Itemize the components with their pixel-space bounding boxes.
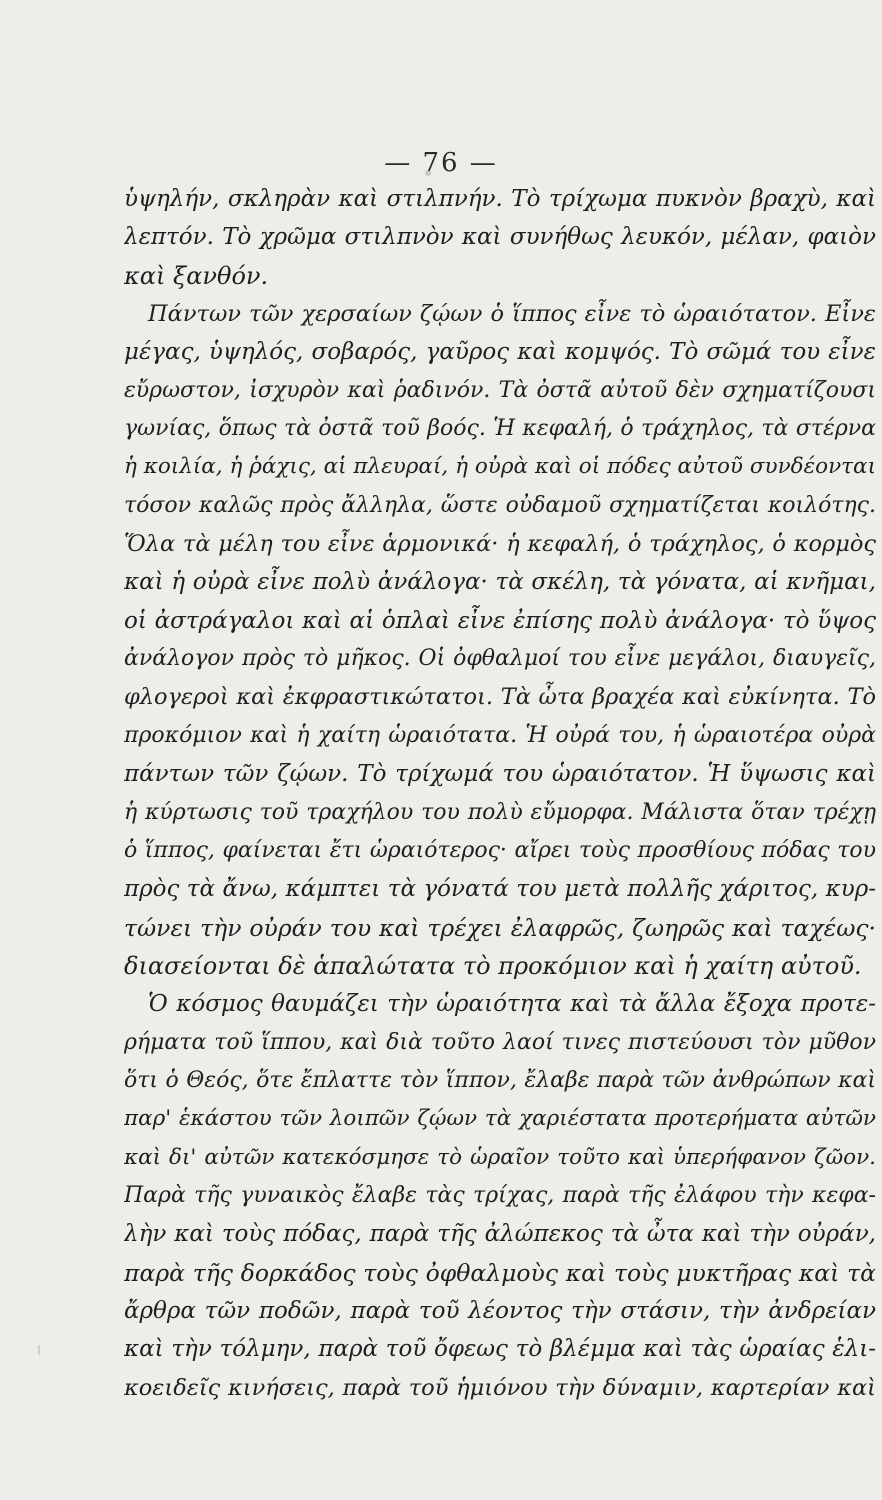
text-line: ὑψηλήν, σκληρὰν καὶ στιλπνήν. Τὸ τρίχωμα πυκνὸν βραχὺ, καὶ <box>124 186 876 212</box>
text-line: οἱ ἀστράγαλοι καὶ αἱ ὁπλαὶ εἶνε ἐπίσης πολὺ ἀνάλογα· τὸ ὕψος <box>124 607 876 634</box>
text-line: καὶ ξανθόν. <box>124 261 269 290</box>
text-line: παρ' ἑκάστου τῶν λοιπῶν ζῴων τὰ χαριέστατα προτερήματα αὐτῶν <box>124 1106 876 1132</box>
text-line: εὔρωστον, ἰσχυρὸν καὶ ῥαδινόν. Τὰ ὀστᾶ αὐτοῦ δὲν σχηματίζουσι <box>124 377 876 403</box>
text-line: διασείονται δὲ ἁπαλώτατα τὸ προκόμιον καὶ ἡ χαίτη αὐτοῦ. <box>124 951 862 980</box>
text-line: καὶ ἡ οὐρὰ εἶνε πολὺ ἀνάλογα· τὰ σκέλη, τὰ γόνατα, αἱ κνῆμαι, <box>124 569 876 596</box>
text-line: ἄρθρα τῶν ποδῶν, παρὰ τοῦ λέοντος τὴν στάσιν, τὴν ἀνδρείαν <box>124 1297 876 1324</box>
text-line: Πάντων τῶν χερσαίων ζῴων ὁ ἵππος εἶνε τὸ ὡραιότατον. Εἶνε <box>148 301 876 328</box>
text-line: πάντων τῶν ζῴων. Τὸ τρίχωμά του ὡραιότατον. Ἡ ὕψωσις καὶ <box>124 761 876 788</box>
text-line: τώνει τὴν οὐράν του καὶ τρέχει ἐλαφρῶς, ζωηρῶς καὶ ταχέως· <box>124 913 876 942</box>
text-line: Ὁ κόσμος θαυμάζει τὴν ὡραιότητα καὶ τὰ ἄλλα ἔξοχα προτε- <box>148 991 876 1018</box>
text-line: καὶ δι' αὐτῶν κατεκόσμησε τὸ ὡραῖον τοῦτο καὶ ὑπερήφανον ζῶον. <box>124 1144 876 1170</box>
text-line: παρὰ τῆς δορκάδος τοὺς ὀφθαλμοὺς καὶ τοὺς μυκτῆρας καὶ τὰ <box>124 1258 876 1287</box>
text-line: γωνίας, ὅπως τὰ ὀστᾶ τοῦ βοός. Ἡ κεφαλή, ὁ τράχηλος, τὰ στέρνα <box>124 416 876 442</box>
text-line: μέγας, ὑψηλός, σοβαρός, γαῦρος καὶ κομψός. Τὸ σῶμά του εἶνε <box>124 339 876 366</box>
text-line: ἀνάλογον πρὸς τὸ μῆκος. Οἱ ὀφθαλμοί του εἶνε μεγάλοι, διαυγεῖς, <box>124 646 876 672</box>
text-line: ὅτι ὁ Θεός, ὅτε ἔπλαττε τὸν ἵππον, ἔλαβε παρὰ τῶν ἀνθρώπων καὶ <box>124 1067 876 1093</box>
text-line: ἡ κύρτωσις τοῦ τραχήλου του πολὺ εὔμορφα. Μάλιστα ὅταν τρέχῃ <box>124 799 876 825</box>
text-line: λεπτόν. Τὸ χρῶμα στιλπνὸν καὶ συνήθως λευκόν, μέλαν, φαιὸν <box>124 224 876 251</box>
text-line: Παρὰ τῆς γυναικὸς ἔλαβε τὰς τρίχας, παρὰ τῆς ἐλάφου τὴν κεφα- <box>124 1182 876 1208</box>
text-line: ρήματα τοῦ ἵππου, καὶ διὰ τοῦτο λαοί τινες πιστεύουσι τὸν μῦθον <box>124 1029 876 1055</box>
text-line: ἡ κοιλία, ἡ ῥάχις, αἱ πλευραί, ἡ οὐρὰ καὶ οἱ πόδες αὐτοῦ συνδέονται <box>124 454 876 480</box>
text-line: καὶ τὴν τόλμην, παρὰ τοῦ ὄφεως τὸ βλέμμα καὶ τὰς ὡραίας ἑλι- <box>124 1336 876 1363</box>
text-line: φλογεροὶ καὶ ἐκφραστικώτατοι. Τὰ ὦτα βραχέα καὶ εὐκίνητα. Τὸ <box>124 684 876 711</box>
margin-mark <box>38 1345 40 1355</box>
text-line: ὁ ἵππος, φαίνεται ἔτι ὡραιότερος· αἴρει τοὺς προσθίους πόδας του <box>124 837 876 863</box>
page-number: — 76 — <box>384 148 498 178</box>
text-line: Ὅλα τὰ μέλη του εἶνε ἁρμονικά· ἡ κεφαλή, ὁ τράχηλος, ὁ κορμὸς <box>124 531 876 558</box>
body-text <box>124 180 876 1407</box>
text-line: λὴν καὶ τοὺς πόδας, παρὰ τῆς ἀλώπεκος τὰ ὦτα καὶ τὴν οὐράν, <box>124 1221 876 1248</box>
text-line: τόσον καλῶς πρὸς ἄλληλα, ὥστε οὐδαμοῦ σχηματίζεται κοιλότης. <box>124 492 876 518</box>
text-line: πρὸς τὰ ἄνω, κάμπτει τὰ γόνατά του μετὰ πολλῆς χάριτος, κυρ- <box>124 876 876 903</box>
text-line: προκόμιον καὶ ἡ χαίτη ὡραιότατα. Ἡ οὐρά του, ἡ ὡραιοτέρα οὐρὰ <box>124 722 876 748</box>
text-line: κοειδεῖς κινήσεις, παρὰ τοῦ ἡμιόνου τὴν δύναμιν, καρτερίαν καὶ <box>124 1374 876 1401</box>
